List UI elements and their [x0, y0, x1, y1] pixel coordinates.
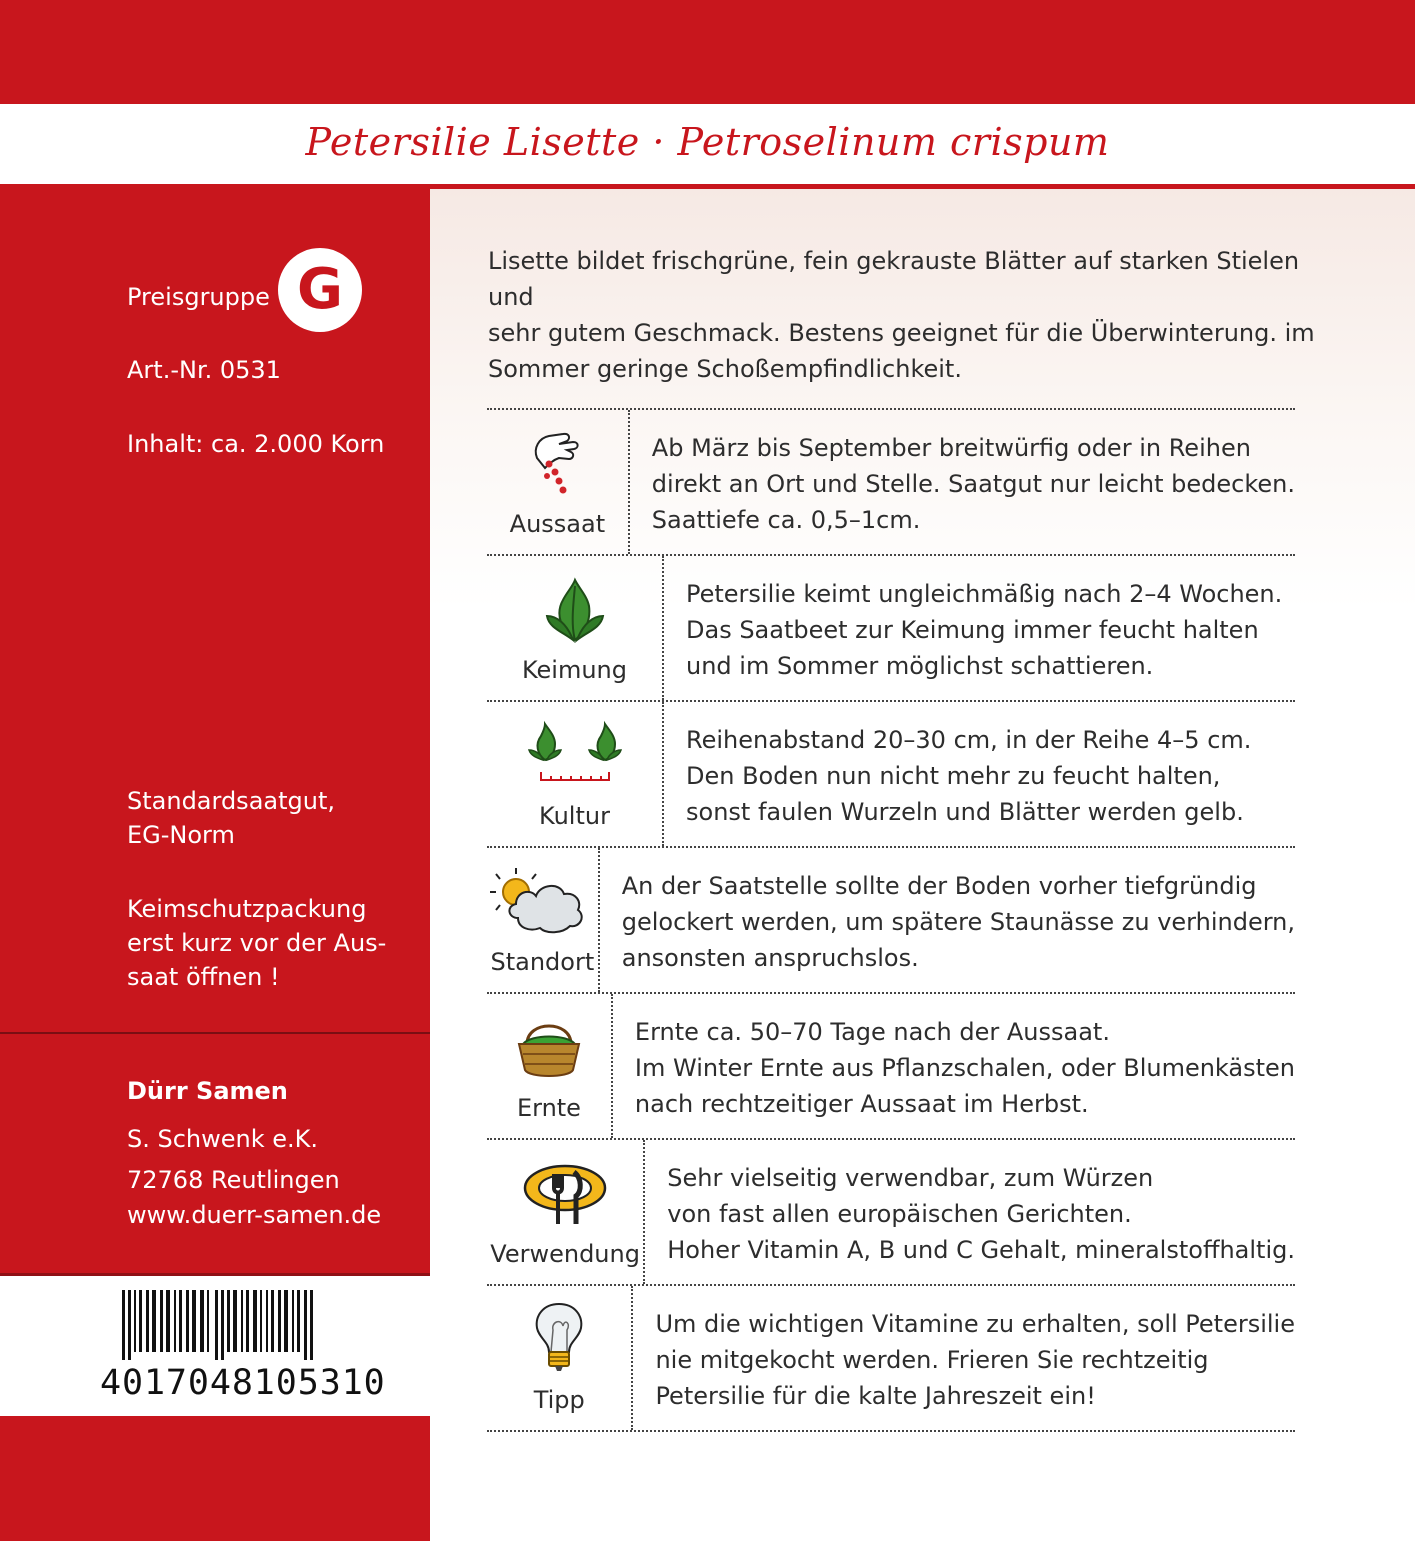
- table-row: [487, 848, 1295, 994]
- sowing-hand-icon: [519, 424, 595, 500]
- barcode-bars: [100, 1290, 430, 1360]
- table-row: [487, 702, 1295, 848]
- price-group-label: Preisgruppe: [127, 283, 270, 311]
- light-bulb-icon: [521, 1300, 597, 1376]
- row-icon-cell: [487, 994, 613, 1138]
- row-text: [630, 410, 1295, 554]
- sprout-icon: [537, 570, 613, 646]
- company-website: www.duerr-samen.de: [127, 1201, 382, 1229]
- row-text: [613, 994, 1295, 1138]
- table-row: [487, 556, 1295, 702]
- article-number: Art.-Nr. 0531: [127, 356, 281, 384]
- company-owner: S. Schwenk e.K.: [127, 1125, 319, 1153]
- row-label: Tipp: [533, 1386, 585, 1414]
- row-label: Keimung: [521, 656, 627, 684]
- row-text: [633, 1286, 1295, 1430]
- row-text: [600, 848, 1295, 992]
- row-label: Ernte: [516, 1094, 581, 1122]
- protection-note-line1: Keimschutzpackung: [127, 895, 367, 923]
- info-table: [487, 408, 1295, 1432]
- row-text-line: Sehr vielseitig verwendbar, zum Würzen: [667, 1164, 1154, 1192]
- sun-cloud-icon: [482, 862, 602, 938]
- row-text-line: Petersilie für die kalte Jahreszeit ein!: [655, 1382, 1096, 1410]
- row-icon-cell: [487, 410, 630, 554]
- intro-line: Sommer geringe Schoßempfindlichkeit.: [488, 355, 962, 383]
- intro-line: sehr gutem Geschmack. Bestens geeignet für die Überwinterung. im: [488, 319, 1315, 347]
- standard-seed-line2: EG-Norm: [127, 821, 235, 849]
- protection-note-line2: erst kurz vor der Aus-: [127, 929, 387, 957]
- row-text-line: von fast allen europäischen Gerichten.: [667, 1200, 1132, 1228]
- row-text: [664, 702, 1295, 846]
- table-row: [487, 994, 1295, 1140]
- standard-seed-line1: Standardsaatgut,: [127, 787, 335, 815]
- price-group-badge: G: [278, 248, 362, 332]
- row-icon-cell: [487, 702, 664, 846]
- row-text-line: Um die wichtigen Vitamine zu erhalten, soll Petersilie: [655, 1310, 1295, 1338]
- row-text-line: und im Sommer möglichst schattieren.: [686, 652, 1154, 680]
- plant-spacing-icon: [527, 716, 623, 792]
- sidebar-divider: [0, 1032, 430, 1034]
- row-text-line: Saattiefe ca. 0,5–1cm.: [651, 506, 921, 534]
- row-text-line: direkt an Ort und Stelle. Saatgut nur leicht bedecken.: [651, 470, 1295, 498]
- row-text-line: gelockert werden, um spätere Staunässe zu verhindern,: [621, 908, 1295, 936]
- row-text-line: Ab März bis September breitwürfig oder in Reihen: [651, 434, 1251, 462]
- barcode-number: 4017048105310: [100, 1363, 386, 1403]
- table-row: [487, 1286, 1295, 1432]
- intro-line: Lisette bildet frischgrüne, fein gekrauste Blätter auf starken Stielen und: [488, 247, 1300, 311]
- row-icon-cell: [487, 1286, 633, 1430]
- row-text-line: An der Saatstelle sollte der Boden vorher tiefgründig: [621, 872, 1257, 900]
- plate-cutlery-icon: [520, 1154, 610, 1230]
- table-row: [487, 1140, 1295, 1286]
- row-label: Kultur: [539, 802, 610, 830]
- row-icon-cell: [487, 556, 664, 700]
- row-text-line: sonst faulen Wurzeln und Blätter werden gelb.: [686, 798, 1244, 826]
- row-icon-cell: [487, 848, 600, 992]
- row-label: Standort: [490, 948, 595, 976]
- row-icon-cell: [487, 1140, 645, 1284]
- row-text-line: Den Boden nun nicht mehr zu feucht halten,: [686, 762, 1221, 790]
- table-row: [487, 408, 1295, 556]
- row-text-line: Hoher Vitamin A, B und C Gehalt, mineralstoffhaltig.: [667, 1236, 1295, 1264]
- product-title: Petersilie Lisette · Petroselinum crispum: [305, 120, 1110, 164]
- content-amount: Inhalt: ca. 2.000 Korn: [127, 430, 385, 458]
- row-text-line: Das Saatbeet zur Keimung immer feucht halten: [686, 616, 1259, 644]
- company-city: 72768 Reutlingen: [127, 1166, 340, 1194]
- row-text-line: Im Winter Ernte aus Pflanzschalen, oder Blumenkästen: [634, 1054, 1295, 1082]
- row-text-line: ansonsten anspruchslos.: [621, 944, 919, 972]
- row-label: Verwendung: [490, 1240, 640, 1268]
- row-text-line: nie mitgekocht werden. Frieren Sie rechtzeitig: [655, 1346, 1209, 1374]
- top-red-band: [0, 0, 1415, 104]
- intro-text: [488, 243, 1318, 387]
- row-text-line: nach rechtzeitiger Aussaat im Herbst.: [634, 1090, 1089, 1118]
- row-text-line: Ernte ca. 50–70 Tage nach der Aussaat.: [634, 1018, 1110, 1046]
- row-text-line: Petersilie keimt ungleichmäßig nach 2–4 Wochen.: [686, 580, 1283, 608]
- row-label: Aussaat: [509, 510, 606, 538]
- row-text: [645, 1140, 1295, 1284]
- protection-note-line3: saat öffnen !: [127, 963, 280, 991]
- harvest-basket-icon: [511, 1008, 587, 1084]
- row-text: [664, 556, 1295, 700]
- company-name: Dürr Samen: [127, 1077, 288, 1105]
- row-text-line: Reihenabstand 20–30 cm, in der Reihe 4–5 cm.: [686, 726, 1252, 754]
